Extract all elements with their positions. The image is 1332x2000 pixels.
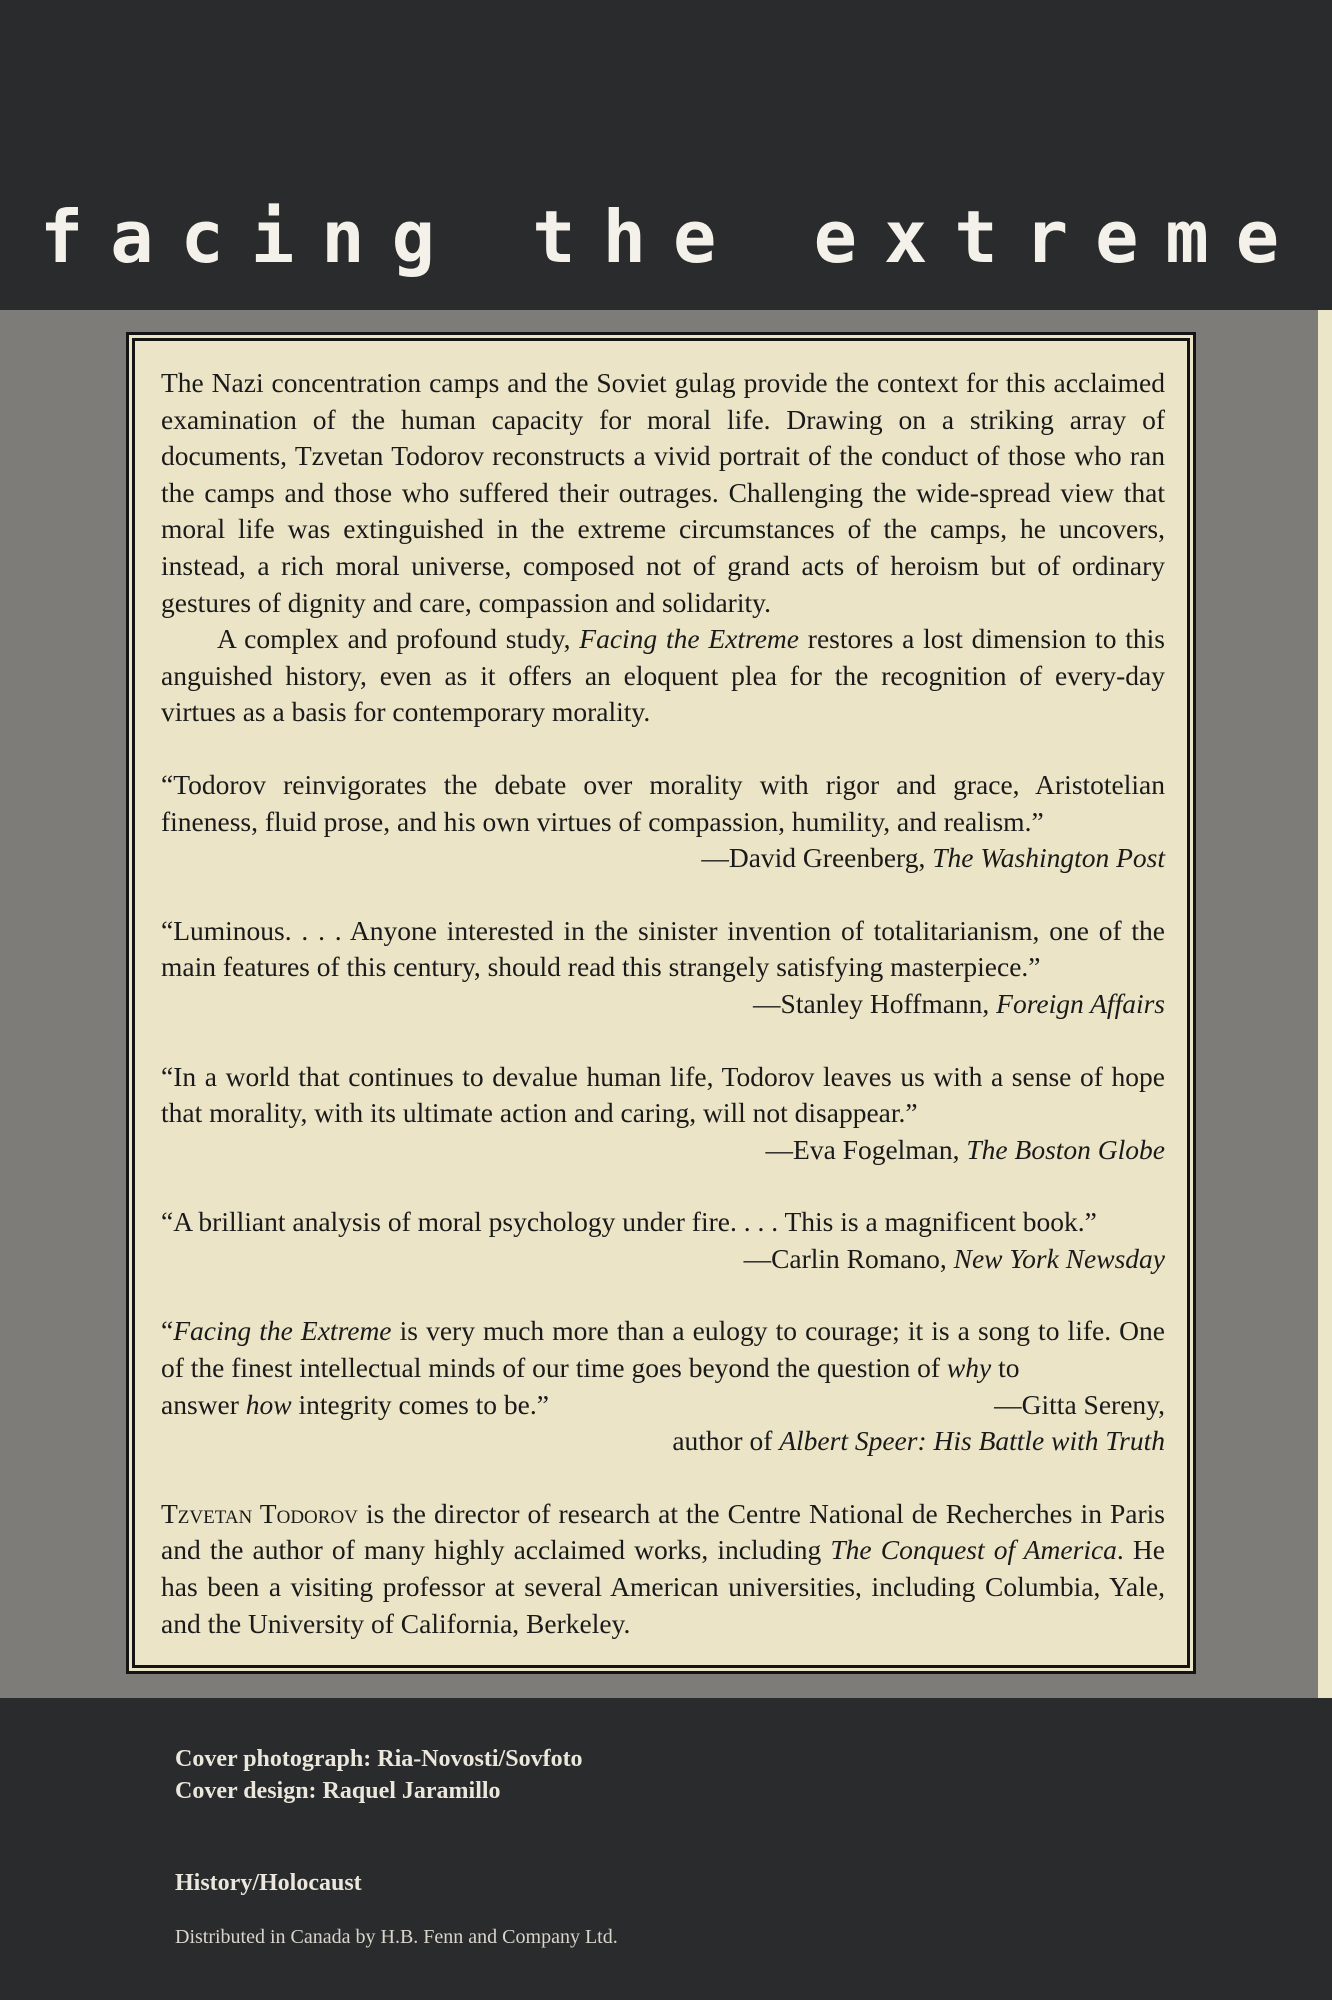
quote-3 <box>161 1059 1165 1169</box>
quote-text-part: answer <box>161 1388 246 1420</box>
page-edge-strip <box>1318 310 1332 1698</box>
quote-author-book: Albert Speer: His Battle with Truth <box>779 1425 1165 1457</box>
author-bio <box>161 1496 1165 1642</box>
quote-1 <box>161 767 1165 877</box>
quote-author: —Carlin Romano, <box>743 1242 954 1274</box>
quote-attribution <box>161 840 1165 877</box>
quote-2 <box>161 913 1165 1023</box>
quote-4 <box>161 1204 1165 1277</box>
quote-text: “Todorov reinvigorates the debate over morality with rigor and grace, Aristotelian fineness, fluid prose, and his own virtues of compassion, humility, and realism.” <box>161 768 1165 837</box>
author-name: Tzvetan Todorov <box>161 1497 358 1529</box>
quote-source: The Washington Post <box>932 842 1165 874</box>
quote-5 <box>161 1313 1165 1459</box>
blurb-panel <box>132 338 1190 1668</box>
description-paragraph-2-start: A complex and profound study, <box>217 623 580 655</box>
quote-author: —David Greenberg, <box>701 842 933 874</box>
quote-emphasis-why: why <box>946 1352 992 1384</box>
quote-text-part: integrity comes to be.” <box>291 1388 549 1420</box>
quote-last-line <box>161 1387 1165 1424</box>
description-paragraph-1: The Nazi concentration camps and the Soviet gulag provide the context for this acclaimed examination of the human capacity for moral life. Drawing on a striking array of documents, Tzvetan Todorov reconstructs a vivid portrait of the conduct of those who ran the camps and those who suffered their outrages. Challenging the wide-spread view that moral life was extinguished in the extreme circumstances of the camps, he uncovers, instead, a rich moral universe, composed not of grand acts of heroism but of ordinary gestures of dignity and care, compassion and solidarity. <box>161 367 1165 618</box>
quote-author: —Gitta Sereny, <box>994 1388 1165 1420</box>
quote-author: —Eva Fogelman, <box>765 1133 967 1165</box>
design-credit: Cover design: Raquel Jaramillo <box>175 1778 501 1804</box>
quote-text: “A brilliant analysis of moral psychology under fire. . . . This is a magnificent book.” <box>161 1206 1097 1238</box>
quote-attribution <box>161 986 1165 1023</box>
distribution-note: Distributed in Canada by H.B. Fenn and Company Ltd. <box>175 1926 618 1948</box>
quote-attribution <box>161 1241 1165 1278</box>
quote-text-part: to <box>991 1352 1020 1384</box>
description-book-title: Facing the Extreme <box>579 623 799 655</box>
bio-text: is the director of research at the Centre National de Recherches in Paris and the author of many highly acclaimed works, including <box>161 1497 1165 1566</box>
quote-text-part <box>161 1387 549 1424</box>
quote-text: “In a world that continues to devalue human life, Todorov leaves us with a sense of hope that morality, with its ultimate action and caring, will not disappear.” <box>161 1060 1165 1129</box>
quote-text: “Luminous. . . . Anyone interested in the sinister invention of totalitarianism, one of the main features of this century, should read this strangely satisfying masterpiece.” <box>161 914 1165 983</box>
quote-author-of: author of <box>672 1425 780 1457</box>
quote-emphasis-how: how <box>245 1388 292 1420</box>
quote-book-title: Facing the Extreme <box>173 1315 392 1347</box>
quote-author: —Stanley Hoffmann, <box>753 987 997 1019</box>
quote-source: Foreign Affairs <box>996 987 1165 1019</box>
bio-text: . He has been a visiting professor at several American universities, including Columbia, Yale, and the University of California, Berkeley. <box>161 1534 1165 1639</box>
cover-title: facing the extreme <box>39 195 1307 279</box>
category-label: History/Holocaust <box>175 1870 362 1896</box>
quote-source: The Boston Globe <box>966 1133 1165 1165</box>
quote-open-mark: “ <box>161 1315 174 1347</box>
quote-attribution <box>161 1132 1165 1169</box>
description-paragraph-2 <box>161 621 1165 731</box>
description-paragraph-2-end: restores a lost dimension to this anguished history, even as it offers an eloquent plea for the recognition of every-day virtues as a basis for contemporary morality. <box>161 623 1165 728</box>
quote-attribution <box>161 1423 1165 1460</box>
quote-text-part: is very much more than a eulogy to courage; it is a song to life. One of the finest intellectual minds of our time goes beyond the question of <box>161 1315 1165 1384</box>
photo-credit: Cover photograph: Ria-Novosti/Sovfoto <box>175 1746 583 1772</box>
quote-source: New York Newsday <box>953 1242 1165 1274</box>
quote-text <box>161 1313 1165 1386</box>
bio-book-title: The Conquest of America <box>830 1534 1117 1566</box>
